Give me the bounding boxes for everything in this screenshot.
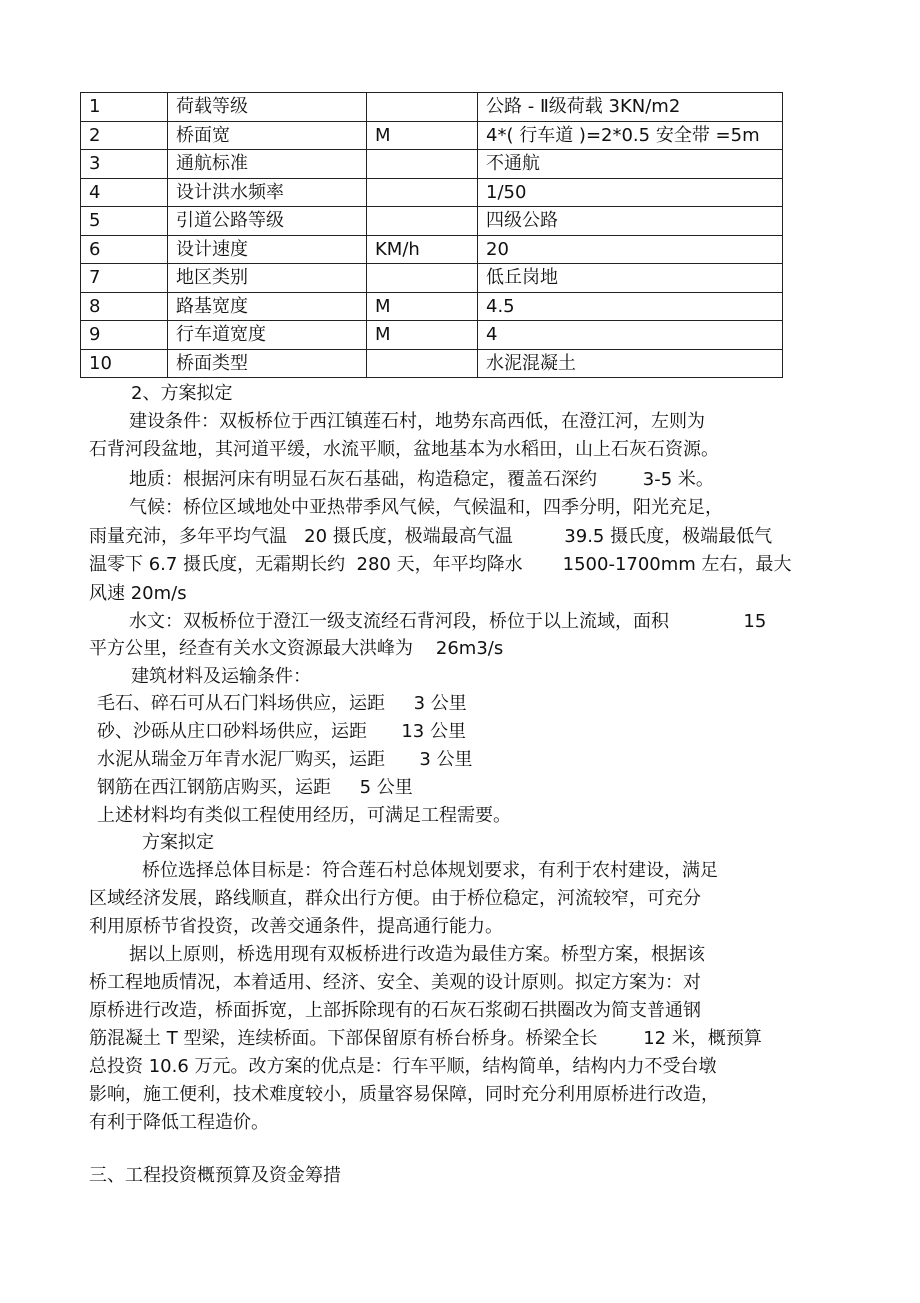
section-heading-plan: 2、方案拟定 (131, 383, 233, 404)
row-value: 水泥混凝土 (478, 349, 783, 378)
row-unit (367, 150, 478, 179)
section-heading-investment: 三、工程投资概预算及资金筹措 (89, 1165, 341, 1186)
table-row (81, 150, 783, 179)
paragraph-line: 桥位选择总体目标是：符合莲石村总体规划要求，有利于农村建设，满足 (142, 860, 718, 881)
row-number: 4 (81, 178, 168, 207)
row-item: 桥面类型 (168, 349, 367, 378)
row-number: 6 (81, 235, 168, 264)
row-item: 设计洪水频率 (168, 178, 367, 207)
paragraph-line: 据以上原则，桥选用现有双板桥进行改造为最佳方案。桥型方案，根据该 (129, 944, 705, 965)
list-item: 水泥从瑞金万年青水泥厂购买，运距 3 公里 (97, 749, 473, 770)
row-item: 桥面宽 (168, 121, 367, 150)
table-row (81, 207, 783, 236)
row-number: 10 (81, 349, 168, 378)
row-unit (367, 93, 478, 122)
row-item: 引道公路等级 (168, 207, 367, 236)
row-item: 地区类别 (168, 264, 367, 293)
row-unit: M (367, 321, 478, 350)
row-unit (367, 264, 478, 293)
paragraph-line: 筋混凝土 T 型梁，连续桥面。下部保留原有桥台桥身。桥梁全长 12 米，概预算 (89, 1028, 762, 1049)
table-row (81, 349, 783, 378)
row-unit (367, 207, 478, 236)
table-row (81, 264, 783, 293)
row-item: 荷载等级 (168, 93, 367, 122)
row-number: 8 (81, 292, 168, 321)
paragraph-line: 风速 20m/s (89, 583, 187, 604)
row-item: 路基宽度 (168, 292, 367, 321)
paragraph-line: 总投资 10.6 万元。改方案的优点是：行车平顺，结构简单，结构内力不受台墩 (89, 1056, 717, 1077)
row-value: 低丘岗地 (478, 264, 783, 293)
row-value: 20 (478, 235, 783, 264)
row-value: 4.5 (478, 292, 783, 321)
paragraph-line: 影响，施工便利，技术难度较小，质量容易保障，同时充分利用原桥进行改造， (89, 1084, 719, 1105)
list-item: 钢筋在西江钢筋店购买，运距 5 公里 (97, 777, 413, 798)
row-item: 通航标准 (168, 150, 367, 179)
row-value: 1/50 (478, 178, 783, 207)
table-row (81, 178, 783, 207)
paragraph-line: 石背河段盆地，其河道平缓，水流平顺，盆地基本为水稻田，山上石灰石资源。 (89, 439, 719, 460)
paragraph-line: 水文：双板桥位于澄江一级支流经石背河段，桥位于以上流域，面积 15 (129, 611, 767, 632)
row-value: 4*( 行车道 )=2*0.5 安全带 =5m (478, 121, 783, 150)
row-value: 四级公路 (478, 207, 783, 236)
paragraph-line: 桥工程地质情况，本着适用、经济、安全、美观的设计原则。拟定方案为：对 (89, 972, 701, 993)
table-row (81, 121, 783, 150)
paragraph-line: 有利于降低工程造价。 (89, 1112, 269, 1133)
row-value: 4 (478, 321, 783, 350)
subheading-materials: 建筑材料及运输条件： (131, 666, 311, 687)
paragraph-line: 上述材料均有类似工程使用经历，可满足工程需要。 (97, 805, 511, 826)
paragraph-line: 平方公里，经查有关水文资源最大洪峰为 26m3/s (89, 638, 504, 659)
row-value: 不通航 (478, 150, 783, 179)
paragraph-line: 建设条件：双板桥位于西江镇莲石村，地势东高西低，在澄江河，左则为 (129, 411, 705, 432)
row-unit: M (367, 121, 478, 150)
paragraph-line: 气候：桥位区域地处中亚热带季风气候，气候温和，四季分明，阳光充足， (129, 497, 723, 518)
table-row (81, 292, 783, 321)
row-unit: KM/h (367, 235, 478, 264)
table-row (81, 321, 783, 350)
paragraph-line: 原桥进行改造，桥面拆宽，上部拆除现有的石灰石浆砌石拱圈改为简支普通钢 (89, 1000, 701, 1021)
list-item: 毛石、碎石可从石门料场供应，运距 3 公里 (97, 693, 467, 714)
bridge-parameter-table (80, 92, 783, 378)
row-number: 9 (81, 321, 168, 350)
table-row (81, 235, 783, 264)
paragraph-line: 温零下 6.7 摄氏度，无霜期长约 280 天，年平均降水 1500-1700mm 左右，最大 (89, 554, 792, 575)
row-number: 7 (81, 264, 168, 293)
row-number: 5 (81, 207, 168, 236)
table-row (81, 93, 783, 122)
paragraph-line: 区域经济发展，路线顺直，群众出行方便。由于桥位稳定，河流较窄，可充分 (89, 888, 701, 909)
row-unit (367, 349, 478, 378)
row-value: 公路 - Ⅱ级荷载 3KN/m2 (478, 93, 783, 122)
row-item: 行车道宽度 (168, 321, 367, 350)
row-item: 设计速度 (168, 235, 367, 264)
paragraph-line: 利用原桥节省投资，改善交通条件，提高通行能力。 (89, 916, 503, 937)
paragraph-line: 雨量充沛，多年平均气温 20 摄氏度，极端最高气温 39.5 摄氏度，极端最低气 (89, 526, 773, 547)
paragraph-line: 地质：根据河床有明显石灰石基础，构造稳定，覆盖石深约 3-5 米。 (129, 469, 714, 490)
row-unit (367, 178, 478, 207)
row-number: 3 (81, 150, 168, 179)
list-item: 砂、沙砾从庄口砂料场供应，运距 13 公里 (97, 721, 466, 742)
row-number: 2 (81, 121, 168, 150)
subheading-plan: 方案拟定 (142, 832, 214, 853)
row-number: 1 (81, 93, 168, 122)
row-unit: M (367, 292, 478, 321)
